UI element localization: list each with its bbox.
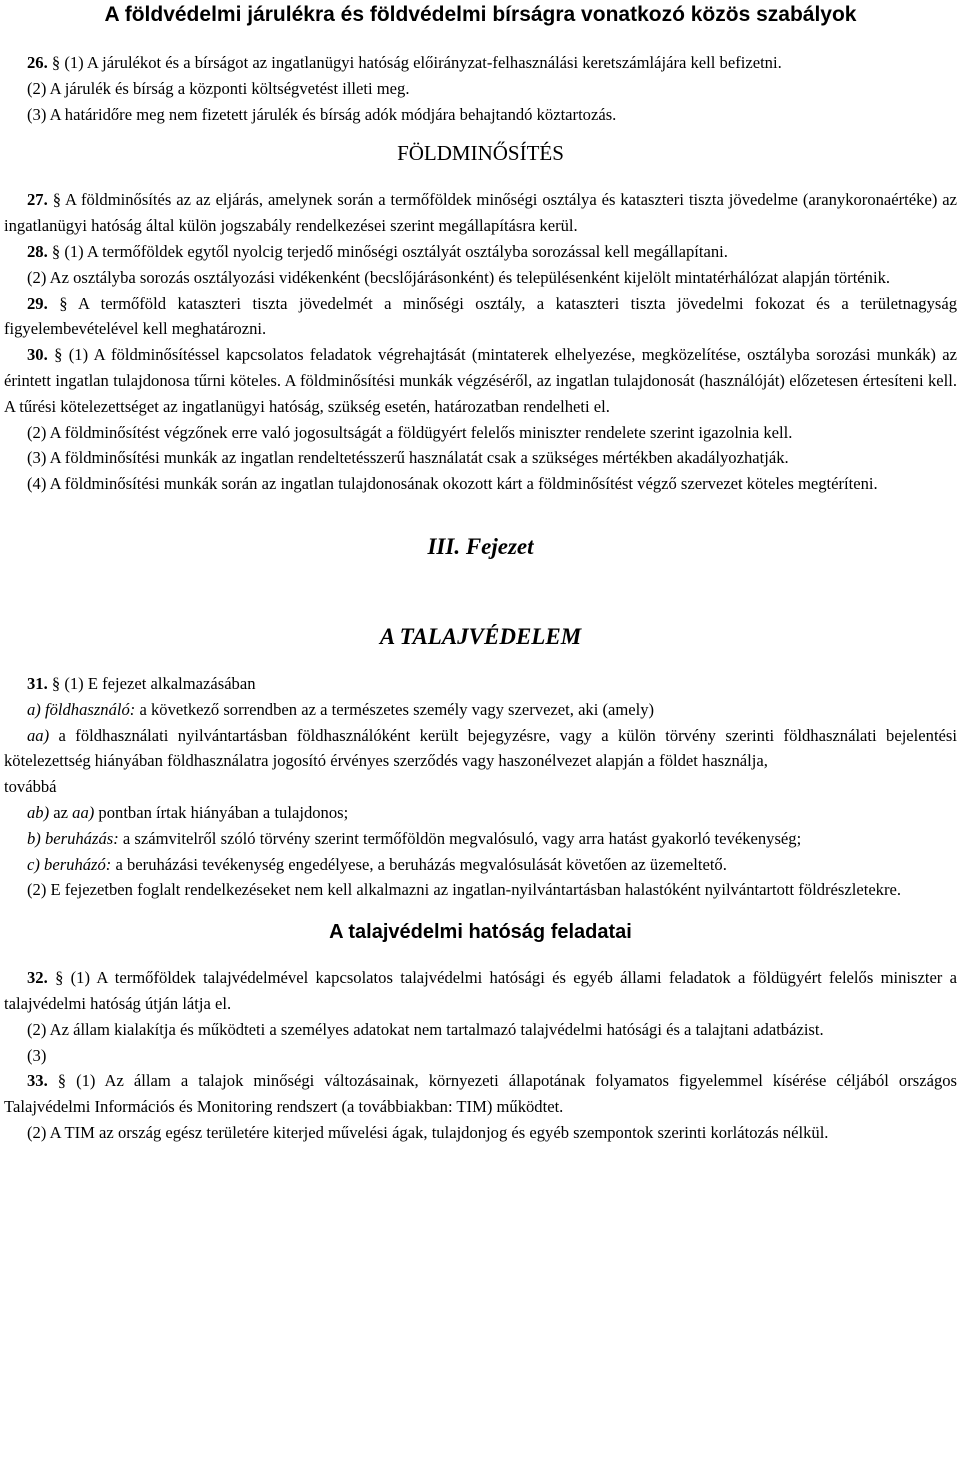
- heading-talajvedelmi-hatosag: A talajvédelmi hatóság feladatai: [329, 921, 632, 944]
- chapter-number: III. Fejezet: [427, 533, 534, 559]
- definition-c: c) beruházó: a beruházási tevékenység engedélyese, a beruházás megvalósulását követően az üzemeltető.: [27, 854, 727, 874]
- heading-foldminosites: FÖLDMINŐSÍTÉS: [397, 141, 564, 166]
- section-number-27: 27.: [27, 190, 48, 210]
- paragraph-30-3: (3) A földminősítési munkák az ingatlan rendeltetésszerű használatát csak a szükséges mértékben akadályozhatják.: [27, 448, 789, 468]
- section-number-30: 30.: [27, 345, 48, 365]
- paragraph-30-1: 30. § (1) A földminősítéssel kapcsolatos feladatok végrehajtását (mintaterek elhelyezése, megközelítése, osztályba sorozási munkák) az érintett ingatlan tulajdonosa tűrni köteles. A földminősítési munkák végzéséről, az ingatlan tulajdonosát (használóját) előzetesen értesíteni kell. A tűrési kötelezettséget az ingatlanügyi hatóság, szükség esetén, határozatban rendelheti el.: [4, 345, 957, 416]
- section-heading-common-rules: A földvédelmi járulékra és földvédelmi bírságra vonatkozó közös szabályok: [104, 3, 857, 26]
- term-beruhazo: c) beruházó:: [27, 854, 112, 874]
- section-number-29: 29.: [27, 293, 48, 313]
- chapter-title: A TALAJVÉDELEM: [379, 623, 582, 649]
- paragraph-26-1: 26. § (1) A járulékot és a bírságot az ingatlanügyi hatóság előirányzat-felhasználási keretszámlájára kell befizetni.: [27, 53, 782, 72]
- definition-ab: ab) az aa) pontban írtak hiányában a tulajdonos;: [27, 802, 349, 822]
- section-number-33: 33.: [27, 1071, 48, 1091]
- paragraph-32-1: 32. § (1) A termőföldek talajvédelmével kapcsolatos talajvédelmi hatósági és egyéb állami feladatok a földügyért felelős miniszter a talajvédelmi hatóság útján látja el.: [4, 968, 958, 1013]
- paragraph-33-1: 33. § (1) Az állam a talajok minőségi változásainak, környezeti állapotának folyamatos figyelemmel kísérése céljából országos Talajvédelmi Információs és Monitoring rendszert (a továbbiakban: TIM) működtet.: [4, 1071, 957, 1117]
- paragraph-30-2: (2) A földminősítést végzőnek erre való jogosultságát a földügyért felelős miniszter rendelete szerint igazolnia kell.: [27, 422, 793, 442]
- section-number-26: 26.: [27, 53, 48, 72]
- definition-aa: aa) a földhasználati nyilvántartásban földhasználóként került bejegyzésre, vagy a külön törvény szerinti földhasználati bejelentési kötelezettség hiányában földhasználatra jogosító érvényes szerződés vagy haszonélvezet alapján a földet használja,: [4, 725, 957, 771]
- paragraph-27: 27. § A földminősítés az az eljárás, amelynek során a termőföldek minőségi osztálya és kataszteri tiszta jövedelme (aranykoronaértéke) az ingatlanügyi hatóság által külön jogszabály rendelkezései szerint megállapításra kerül.: [4, 190, 957, 236]
- paragraph-33-2: (2) A TIM az ország egész területére kiterjed művelési ágak, tulajdonjog és egyéb szempontok szerinti korlátozás nélkül.: [27, 1122, 829, 1142]
- paragraph-26-3: (3) A határidőre meg nem fizetett járulék és bírság adók módjára behajtandó köztartozás.: [27, 104, 617, 124]
- paragraph-28-2: (2) Az osztályba sorozás osztályozási vidékenként (becslőjárásonként) és településenként kijelölt mintatérhálózat alapján történik.: [27, 267, 891, 287]
- paragraph-32-2: (2) Az állam kialakítja és működteti a személyes adatokat nem tartalmazó talajvédelmi hatósági és a talajtani adatbázist.: [27, 1019, 824, 1039]
- paragraph-28-1: 28. § (1) A termőföldek egytől nyolcig terjedő minőségi osztályát osztályba sorozással kell megállapítani.: [27, 241, 728, 261]
- section-number-32: 32.: [27, 968, 48, 988]
- section-number-28: 28.: [27, 241, 48, 261]
- paragraph-30-4: (4) A földminősítési munkák során az ingatlan tulajdonosának okozott kárt a földminősítést végző szervezet köteles megtéríteni.: [27, 474, 878, 494]
- paragraph-32-3: (3): [27, 1045, 47, 1065]
- paragraph-31-2: (2) E fejezetben foglalt rendelkezéseket nem kell alkalmazni az ingatlan-nyilvántartásban halastóként nyilvántartott földrészletekre.: [27, 880, 902, 900]
- definition-a: a) földhasználó: a következő sorrendben az a természetes személy vagy szervezet, aki (amely): [27, 699, 655, 719]
- term-foldhasznalo: a) földhasználó:: [27, 699, 136, 719]
- paragraph-31-1: 31. § (1) E fejezet alkalmazásában: [27, 673, 256, 693]
- paragraph-26-2: (2) A járulék és bírság a központi költségvetést illeti meg.: [27, 78, 410, 98]
- section-number-31: 31.: [27, 673, 48, 693]
- term-beruhazas: b) beruházás:: [27, 828, 119, 848]
- word-tovabba: továbbá: [4, 777, 57, 797]
- paragraph-29: 29. § A termőföld kataszteri tiszta jövedelmét a minőségi osztály, a kataszteri tiszta jövedelmi fokozat és a területnagyság figyelembevételével kell meghatározni.: [4, 293, 957, 339]
- definition-b: b) beruházás: a számvitelről szóló törvény szerint termőföldön megvalósuló, vagy arra hatást gyakorló tevékenység;: [27, 828, 802, 848]
